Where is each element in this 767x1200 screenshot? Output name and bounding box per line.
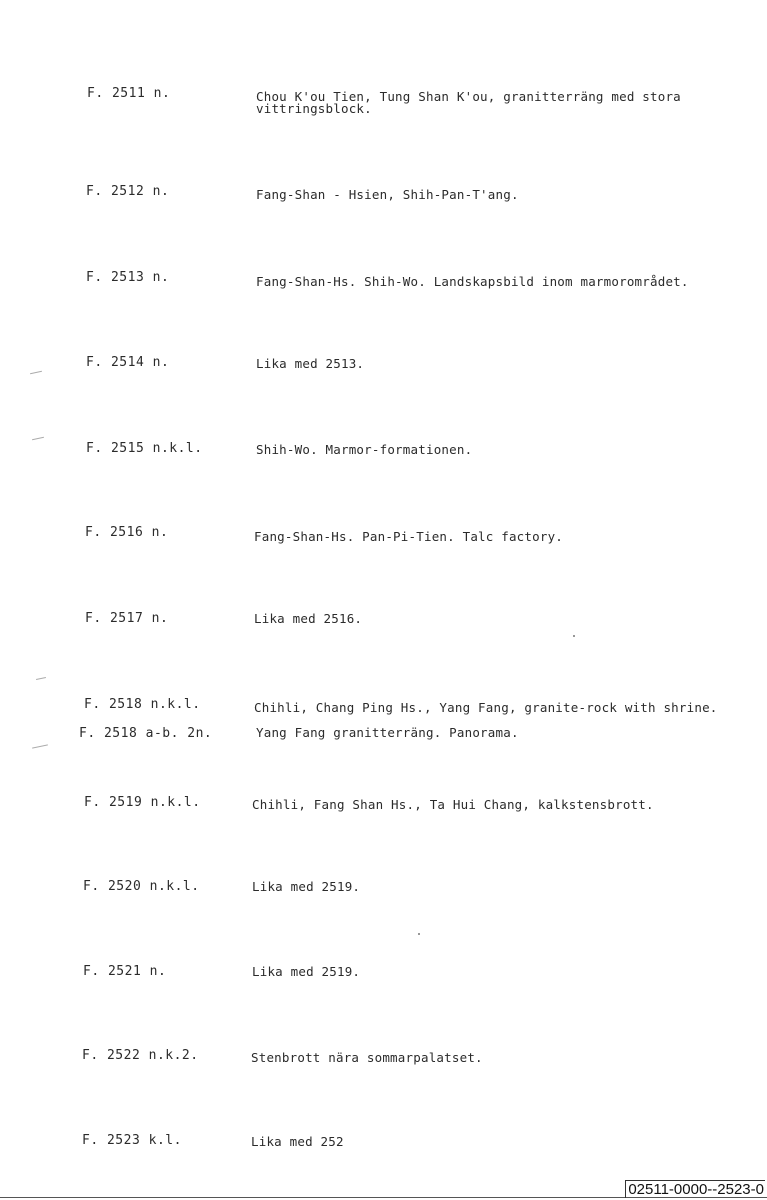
entry-desc-2522: Stenbrott nära sommarpalatset. [251, 1050, 483, 1065]
speck [418, 933, 420, 935]
entry-desc-2513: Fang-Shan-Hs. Shih-Wo. Landskapsbild inom marmorområdet. [256, 274, 689, 289]
entry-desc-2515: Shih-Wo. Marmor-formationen. [256, 442, 473, 457]
margin-mark [36, 677, 46, 680]
entry-code-2522: F. 2522 n.k.2. [82, 1048, 199, 1063]
entry-desc-2521: Lika med 2519. [252, 964, 361, 979]
entry-code-2514: F. 2514 n. [86, 355, 170, 370]
entry-code-2517: F. 2517 n. [85, 611, 169, 626]
entry-desc-2518: Chihli, Chang Ping Hs., Yang Fang, granite-rock with shrine. [254, 700, 718, 715]
entry-code-2515: F. 2515 n.k.l. [86, 441, 203, 456]
entry-code-2521: F. 2521 n. [83, 964, 167, 979]
document-id-label: 02511-0000--2523-0 [625, 1180, 765, 1198]
entry-desc-2523: Lika med 252 [251, 1134, 344, 1149]
entry-code-2523: F. 2523 k.l. [82, 1133, 182, 1148]
entry-code-2511: F. 2511 n. [87, 86, 171, 101]
entry-code-2512: F. 2512 n. [86, 184, 170, 199]
entry-code-2520: F. 2520 n.k.l. [83, 879, 200, 894]
margin-mark [32, 437, 44, 440]
entry-code-2516: F. 2516 n. [85, 525, 169, 540]
entry-desc-2516: Fang-Shan-Hs. Pan-Pi-Tien. Talc factory. [254, 529, 564, 544]
entry-desc-2512: Fang-Shan - Hsien, Shih-Pan-T'ang. [256, 187, 519, 202]
entry-desc-2517: Lika med 2516. [254, 611, 363, 626]
entry-desc-2514: Lika med 2513. [256, 356, 365, 371]
entry-code-2518ab: F. 2518 a-b. 2n. [79, 726, 213, 741]
entry-code-2519: F. 2519 n.k.l. [84, 795, 201, 810]
entry-code-2518: F. 2518 n.k.l. [84, 697, 201, 712]
margin-mark [30, 371, 42, 374]
entry-desc-2519: Chihli, Fang Shan Hs., Ta Hui Chang, kalkstensbrott. [252, 797, 654, 812]
entry-desc-2520: Lika med 2519. [252, 879, 361, 894]
margin-mark [32, 744, 48, 748]
speck [573, 635, 575, 637]
entry-desc-2518ab: Yang Fang granitterräng. Panorama. [256, 725, 519, 740]
entry-desc-2511: Chou K'ou Tien, Tung Shan K'ou, granitterräng med stora vittringsblock. [256, 89, 681, 116]
entry-code-2513: F. 2513 n. [86, 270, 170, 285]
